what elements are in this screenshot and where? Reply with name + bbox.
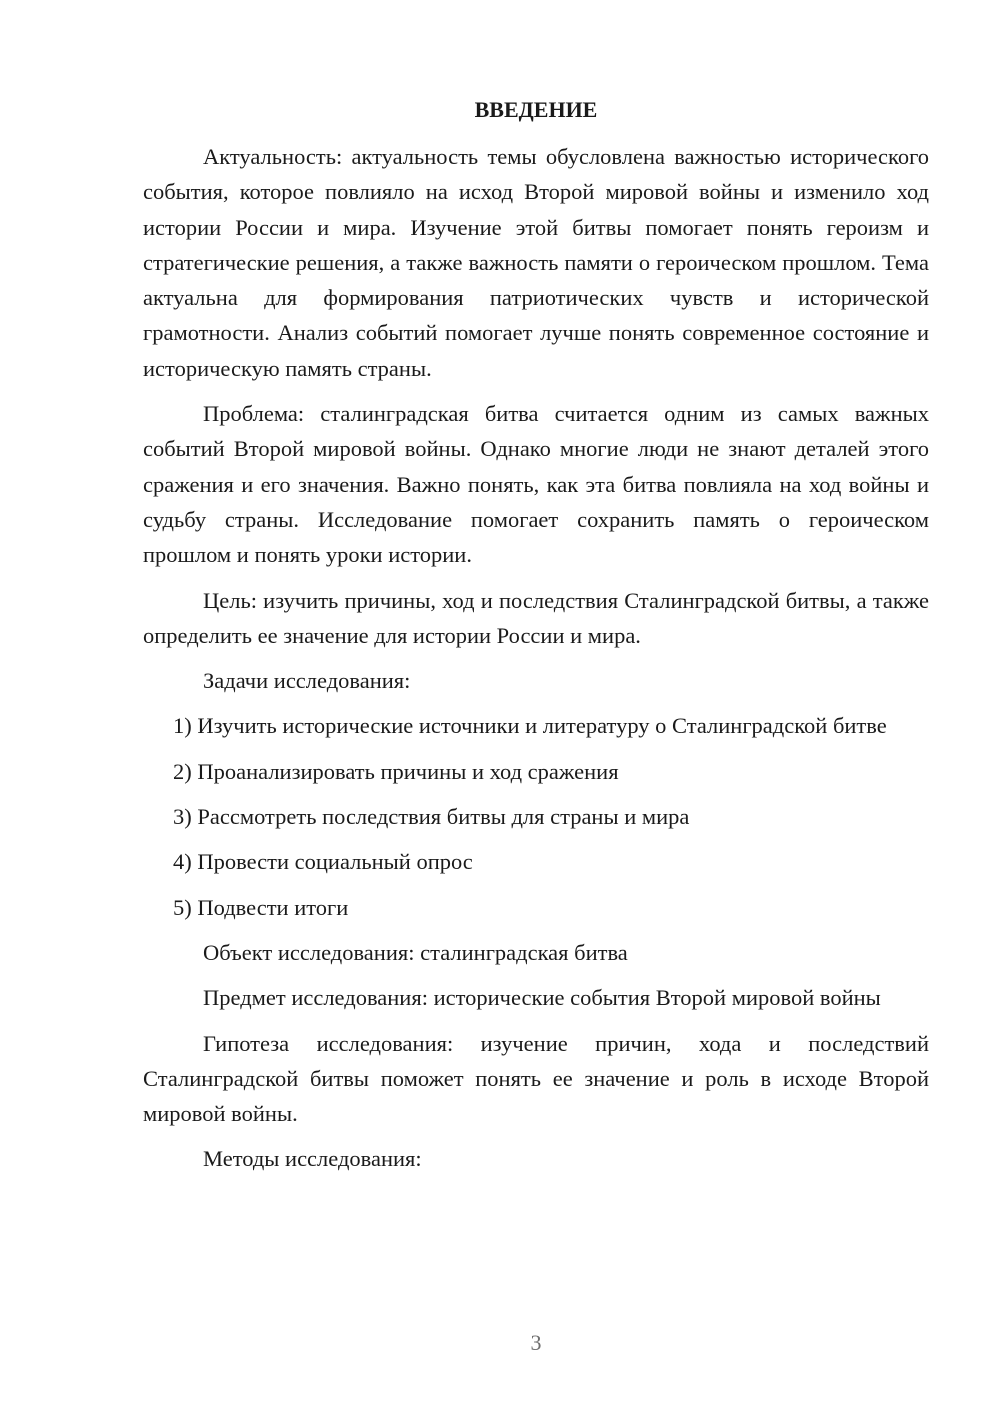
hypothesis-paragraph: Гипотеза исследования: изучение причин, хода и последствий Сталинградской битвы поможет понять ее значение и роль в исходе Второй мировой войны. [143, 1030, 929, 1127]
research-object-paragraph: Объект исследования: сталинградская битва [203, 939, 628, 965]
task-item-5: 5) Подвести итоги [173, 894, 349, 920]
page-content [143, 95, 929, 1177]
task-item-2: 2) Проанализировать причины и ход сражения [173, 758, 619, 784]
relevance-paragraph: Актуальность: актуальность темы обусловлена важностью исторического события, которое повлияло на исход Второй мировой войны и изменило ход истории России и мира. Изучение этой битвы помогает понять героизм и стратегические решения, а также важность памяти о героическом прошлом. Тема актуальна для формирования патриотических чувств и исторической грамотности. Анализ событий помогает лучше понять современное состояние и историческую память страны. [143, 144, 929, 381]
research-subject-paragraph: Предмет исследования: исторические события Второй мировой войны [203, 985, 881, 1011]
task-item-3: 3) Рассмотреть последствия битвы для страны и мира [173, 804, 690, 830]
problem-paragraph: Проблема: сталинградская битва считается одним из самых важных событий Второй мировой войны. Однако многие люди не знают деталей этого сражения и его значения. Важно понять, как эта битва повлияла на ход войны и судьбу страны. Исследование помогает сохранить память о героическом прошлом и понять уроки истории. [143, 401, 929, 568]
task-item-1: 1) Изучить исторические источники и литературу о Сталинградской битве [173, 713, 887, 739]
page-number: 3 [530, 1330, 542, 1355]
task-item-4: 4) Провести социальный опрос [173, 849, 473, 875]
methods-heading: Методы исследования: [203, 1146, 422, 1172]
goal-paragraph: Цель: изучить причины, ход и последствия Сталинградской битвы, а также определить ее значение для истории России и мира. [143, 587, 929, 648]
tasks-heading: Задачи исследования: [203, 668, 411, 694]
section-title: ВВЕДЕНИЕ [474, 97, 598, 122]
